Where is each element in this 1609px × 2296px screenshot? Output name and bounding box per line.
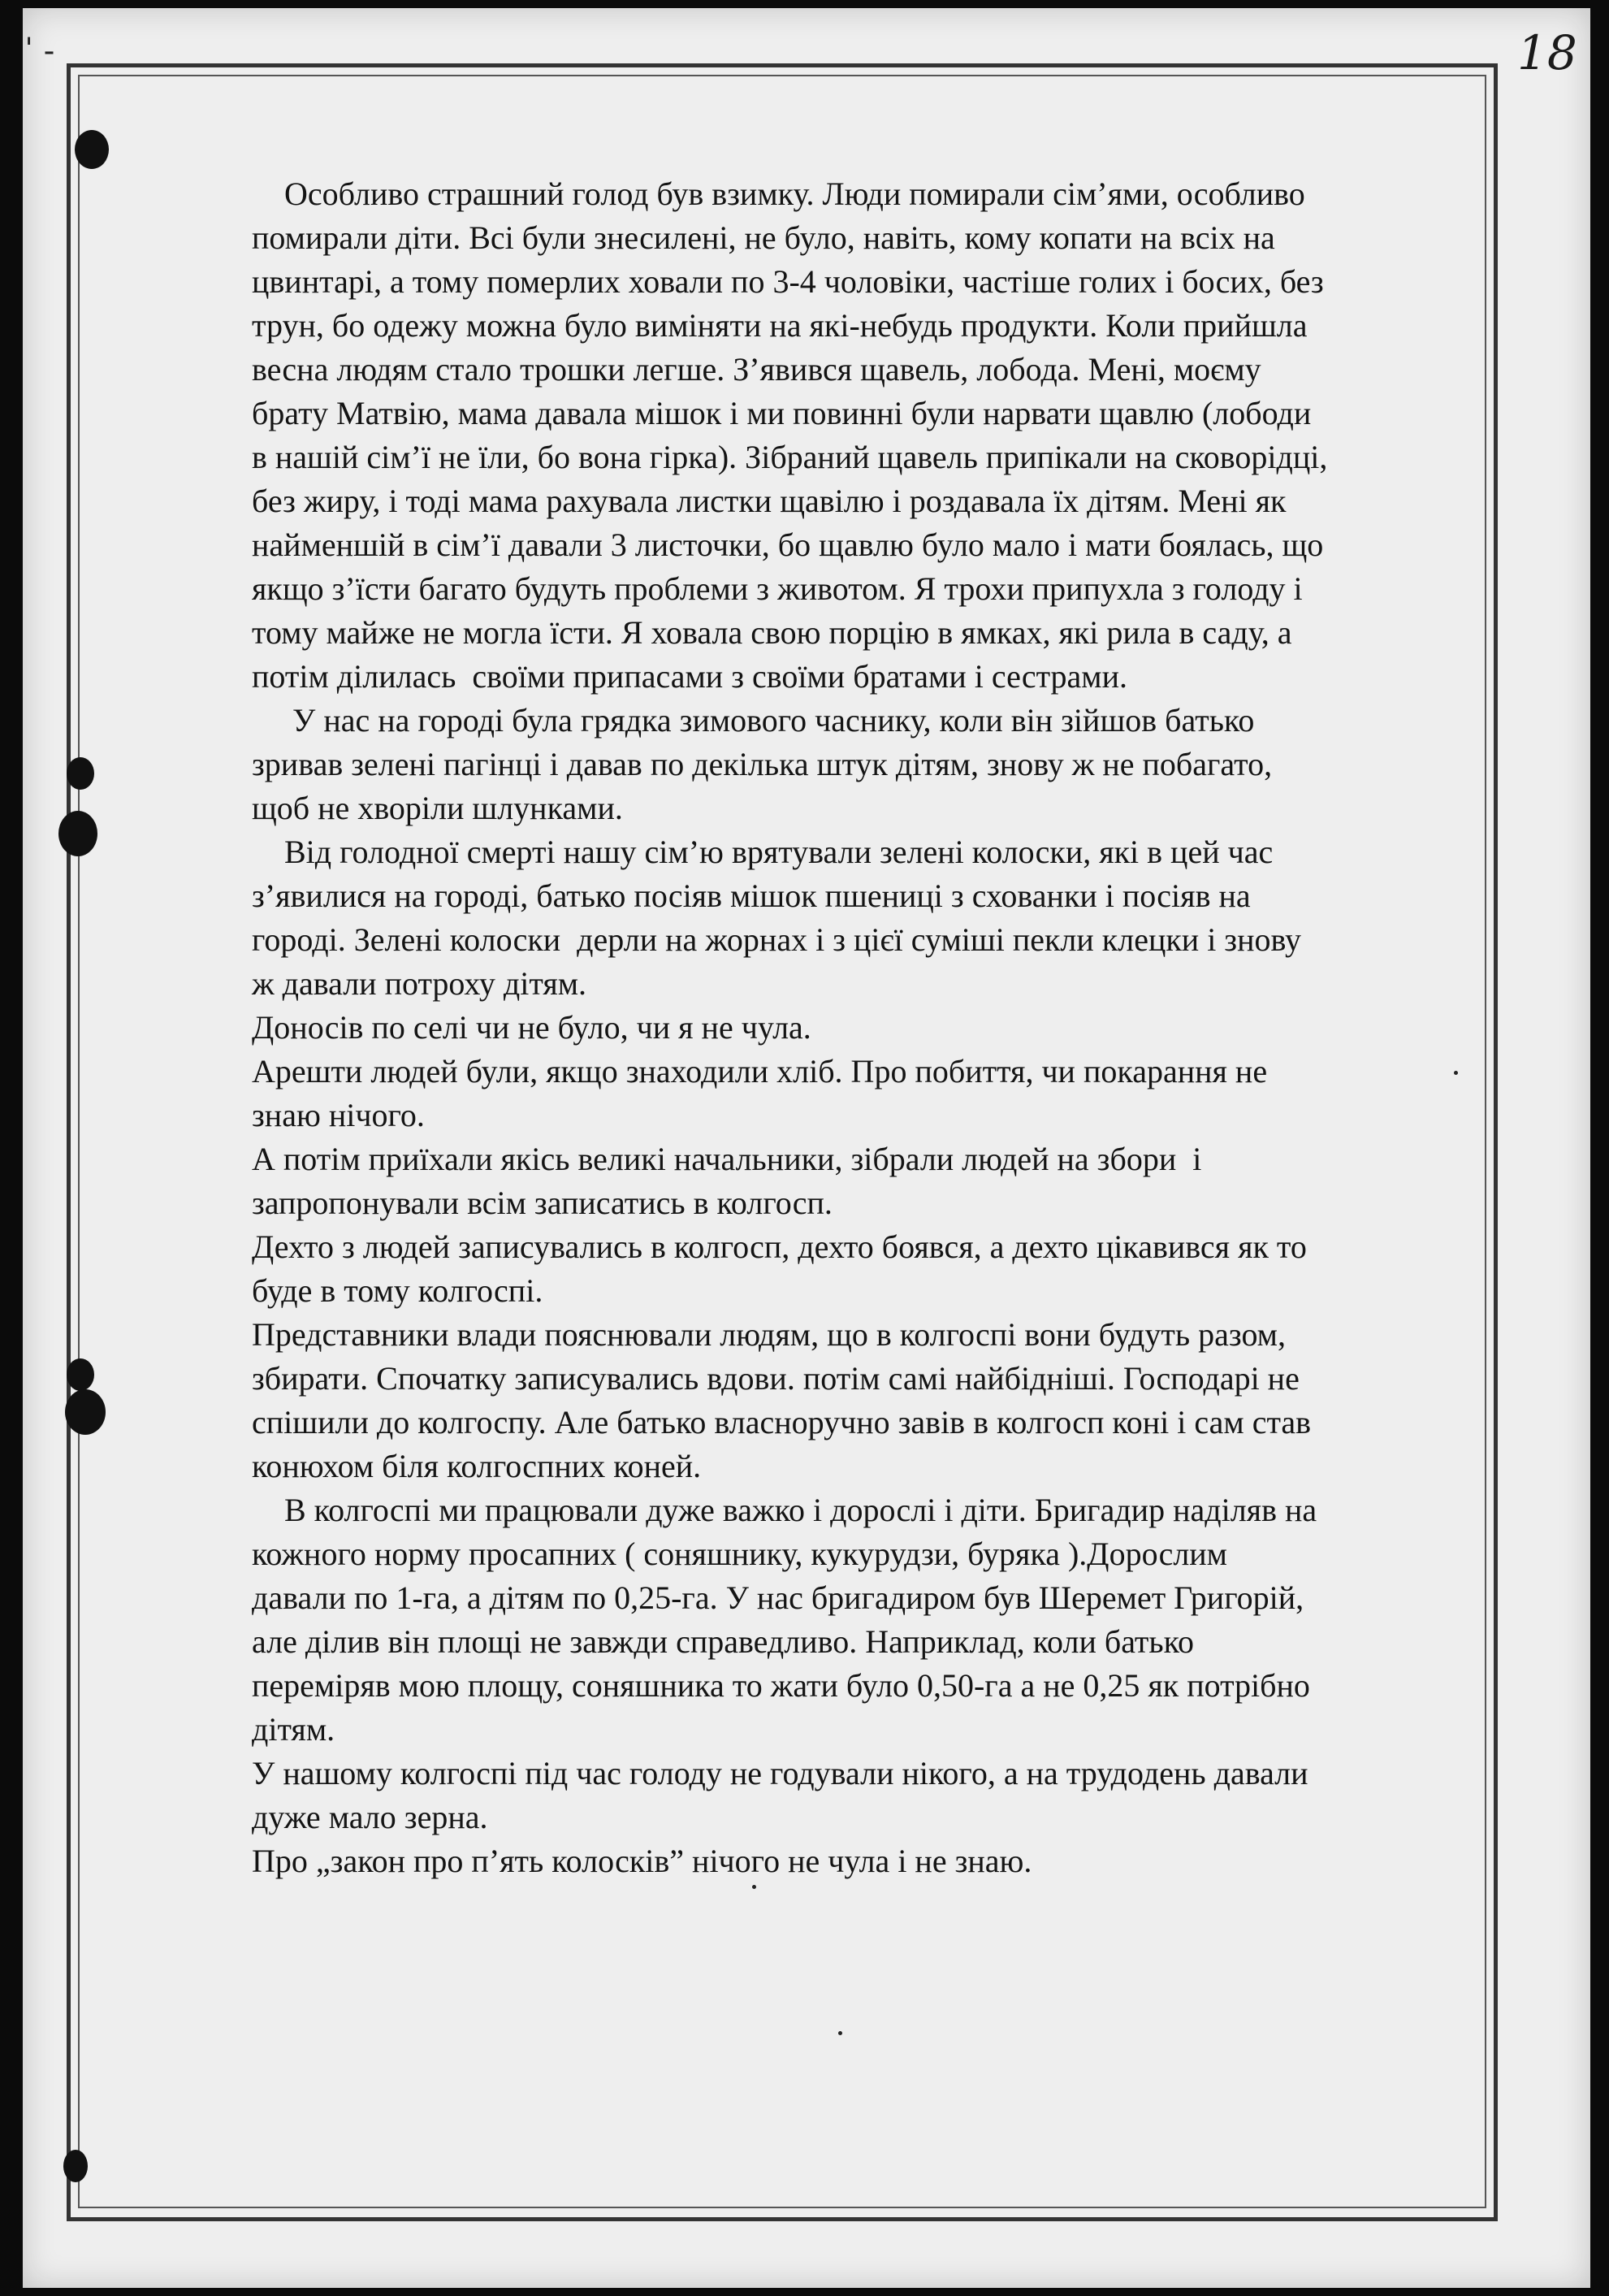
document-text [252,172,1503,1883]
text-line: Доносів по селі чи не було, чи я не чула. [252,1009,811,1046]
text-line: переміряв мою площу, соняшника то жати було 0,50-га а не 0,25 як потрібно [252,1667,1310,1704]
text-line: Про „закон про п’ять колосків” нічого не чула і не знаю. [252,1843,1032,1879]
text-line: Особливо страшний голод був взимку. Люди помирали сім’ями, особливо [252,175,1305,212]
text-line: В колгоспі ми працювали дуже важко і дорослі і діти. Бригадир наділяв на [252,1492,1317,1528]
text-line: У нашому колгоспі під час голоду не годували нікого, а на трудодень давали [252,1755,1308,1791]
text-line: дуже мало зерна. [252,1799,488,1835]
text-line: збирати. Спочатку записувались вдови. потім самі найбідніші. Господарі не [252,1360,1300,1397]
punch-hole-4 [67,1358,94,1391]
page-number: 18 [1517,25,1577,80]
corner-mark: ˈ - [24,32,55,70]
text-line: щоб не хворіли шлунками. [252,790,623,826]
text-line: цвинтарі, а тому померлих ховали по 3-4 чоловіки, частіше голих і босих, без [252,263,1324,300]
text-line: найменшій в сім’ї давали 3 листочки, бо щавлю було мало і мати боялась, що [252,526,1324,563]
text-line: без жиру, і тоді мама рахувала листки щавілю і роздавала їх дітям. Мені як [252,483,1287,519]
punch-hole-1 [75,130,109,169]
text-line: буде в тому колгоспі. [252,1272,543,1309]
text-line: Арешти людей були, якщо знаходили хліб. Про побиття, чи покарання не [252,1053,1268,1090]
punch-hole-6 [63,2150,88,2182]
text-line: якщо з’їсти багато будуть проблеми з животом. Я трохи припухла з голоду і [252,570,1303,607]
punch-hole-2 [67,757,94,790]
text-line: брату Матвію, мама давала мішок і ми повинні були нарвати щавлю (лободи [252,395,1312,431]
speck [752,1885,756,1889]
text-line: давали по 1-га, а дітям по 0,25-га. У нас бригадиром був Шеремет Григорій, [252,1579,1304,1616]
text-line: весна людям стало трошки легше. З’явився щавель, лобода. Мені, моєму [252,351,1261,388]
text-line: У нас на городі була грядка зимового часнику, коли він зійшов батько [252,702,1255,739]
text-line: в нашій сім’ї не їли, бо вона гірка). Зібраний щавель припікали на сковорідці, [252,439,1328,475]
text-line: городі. Зелені колоски дерли на жорнах і з цієї суміші пекли клецки і знову [252,921,1302,958]
text-line: Представники влади пояснювали людям, що в колгоспі вони будуть разом, [252,1316,1286,1353]
text-line: потім ділилась своїми припасами з своїми братами і сестрами. [252,658,1128,695]
text-line: помирали діти. Всі були знесилені, не було, навіть, кому копати на всіх на [252,219,1275,256]
text-line: трун, бо одежу можна було виміняти на які-небудь продукти. Коли прийшла [252,307,1308,344]
text-line: ж давали потроху дітям. [252,965,587,1002]
text-line: запропонували всім записатись в колгосп. [252,1185,833,1221]
text-line: з’явилися на городі, батько посіяв мішок пшениці з схованки і посіяв на [252,877,1251,914]
text-line: дітям. [252,1711,335,1748]
punch-hole-3 [58,811,97,856]
text-line: але ділив він площі не завжди справедливо. Наприклад, коли батько [252,1623,1195,1660]
text-line: знаю нічого. [252,1097,425,1133]
text-line: А потім приїхали якісь великі начальники, зібрали людей на збори і [252,1141,1202,1177]
text-line: конюхом біля колгоспних коней. [252,1448,702,1484]
text-line: зривав зелені пагінці і давав по декілька штук дітям, знову ж не побагато, [252,746,1273,782]
text-line: Від голодної смерті нашу сім’ю врятували зелені колоски, які в цей час [252,834,1274,870]
text-line: тому майже не могла їсти. Я ховала свою порцію в ямках, які рила в саду, а [252,614,1292,651]
text-line: кожного норму просапних ( соняшнику, кукурудзи, буряка ).Дорослим [252,1536,1227,1572]
punch-hole-5 [65,1389,106,1435]
text-line: спішили до колгоспу. Але батько власноручно завів в колгосп коні і сам став [252,1404,1312,1440]
speck [838,2031,842,2035]
text-line: Дехто з людей записувались в колгосп, дехто боявся, а дехто цікавився як то [252,1228,1307,1265]
